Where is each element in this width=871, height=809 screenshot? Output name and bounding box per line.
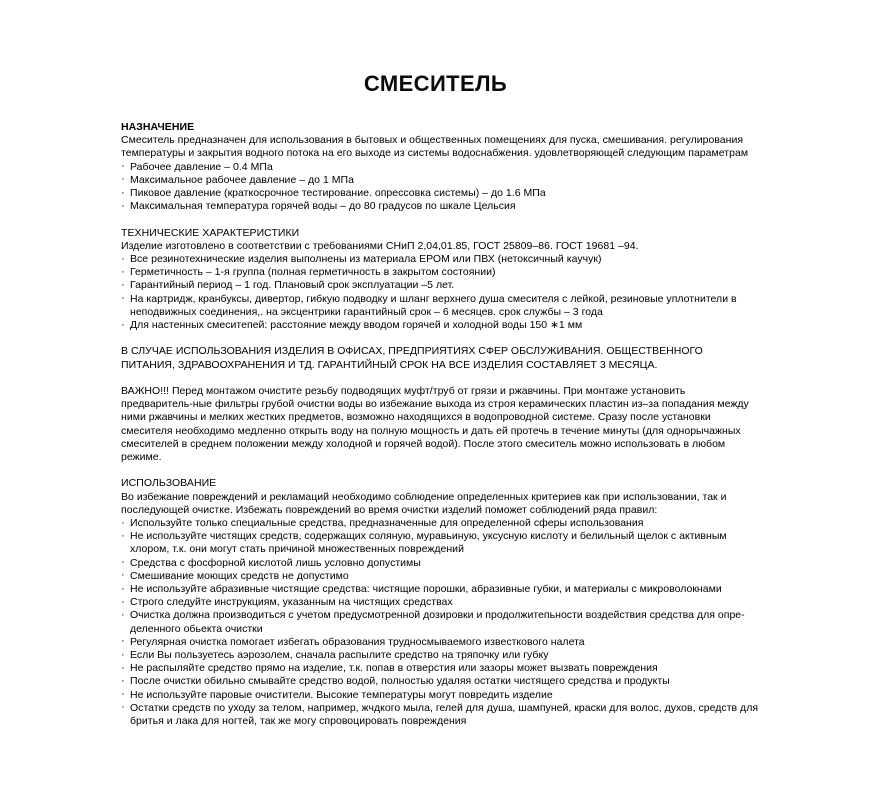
usage-intro-text: Во избежание повреждений и рекламаций необходимо соблюдение определенных критериев как при использовании, так и последующей очистке. Избежать повреждений во время очистки изделий поможет соблюдений ряда правил:: [121, 490, 727, 516]
section-heading-purpose: НАЗНАЧЕНИЕ: [121, 121, 195, 133]
spacer: [121, 332, 759, 345]
section-usage: [121, 477, 759, 728]
list-item: · Максимальное рабочее давление – до 1 МПа: [121, 174, 759, 187]
list-item: · После очистки обильно смывайте средство водой, полностью удаляя остатки чистящего средства и продукты: [121, 675, 759, 688]
document-body: [121, 121, 759, 728]
list-item: · Не используйте абразивные чистящие средства: чистящие порошки, абразивные губки, и материалы с микроволокнами: [121, 583, 759, 596]
important-notice-text: ВАЖНО!!! Перед монтажом очистите резьбу подводящих муфт/труб от грязи и ржавчины. При монтаже установить предваритель-ные фильтры грубой очистки воды во избежание выхода из строя керамических пластин из–за попадания между ними ржавчины и мелких жестких предметов, возможно находящихся в водопроводной системе. Сразу после установки смесителя необходимо медленно открыть воду на полную мощность и дать ей протечь в течение минуты (для однорычажных смесителей в среднем положении между холодной и горячей водой). После этого смеситель можно использовать в любом режиме.: [121, 385, 749, 464]
list-item: · Все резинотехнические изделия выполнены из материала ЕРОМ или ПВХ (нетоксичный каучук): [121, 253, 759, 266]
section-warranty-notice: [121, 345, 759, 371]
section-purpose: [121, 121, 759, 213]
list-item: · Очистка должна производиться с учетом предусмотренной дозировки и продолжитепьности воздействия средства для опре-деленного обьекта очистки: [121, 609, 759, 635]
list-item: · Герметичность – 1-я группа (полная герметичность в закрытом состоянии): [121, 266, 759, 279]
usage-bullet-list: [121, 517, 759, 728]
list-item: · Не используйте паровые очистители. Высокие температуры могут повредить изделие: [121, 689, 759, 702]
list-item: · Пиковое давление (краткосрочное тестирование. опрессовка системы) – до 1.6 МПа: [121, 187, 759, 200]
section-heading-specs: ТЕХНИЧЕСКИЕ ХАРАКТЕРИСТИКИ: [121, 226, 300, 239]
purpose-bullet-list: [121, 161, 759, 214]
spacer: [121, 372, 759, 385]
list-item: · Рабочее давление – 0.4 МПа: [121, 161, 759, 174]
specs-bullet-list: [121, 253, 759, 332]
section-heading-usage: ИСПОЛЬЗОВАНИЕ: [121, 477, 217, 490]
list-item: · Средства с фосфорной кислотой лишь условно допустимы: [121, 557, 759, 570]
list-item: · Строго следуйте инструкциям, указанным на чистящих средствах: [121, 596, 759, 609]
list-item: · Не распыляйте средство прямо на изделие, т.к. попав в отверстия или зазоры может вызвать повреждения: [121, 662, 759, 675]
list-item: · Остатки средств по уходу за телом, например, жчдкого мыла, гелей для душа, шампуней, краски для волос, духов, средств для бритья и лака для ногтей, так же могу спровоцировать повреждения: [121, 702, 759, 728]
list-item: · На картридж, кранбуксы, дивертор, гибкую подводку и шланг верхнего душа смесителя с лейкой, резиновые уплотнители в неподвижных соединения,. на эксцентрики гарантийный срок – 6 месяцев. срок службы – 3 года: [121, 293, 759, 319]
purpose-intro-text: Смеситель предназначен для использования в бытовых и общественных помещениях для пуска, смешивания. регулирования температуры и закрытия водного потока на его выходе из системы водоснабжения. удовлетворяющей следующим параметрам: [121, 134, 749, 160]
list-item: · Максимальная температура горячей воды – до 80 градусов по шкале Цельсия: [121, 200, 759, 213]
specs-intro-text: Изделие изготовлено в соответствии с требованиями СНиП 2,04,01.85, ГОСТ 25809–86. ГОСТ 19681 –94.: [121, 239, 639, 252]
list-item: · Смешивание моющих средств не допустимо: [121, 570, 759, 583]
list-item: · Не используйте чистящих средств, содержащих соляную, муравьиную, уксусную кислоту и белильный щелок с активным хлором, т.к. они могут стать причиной множественных повреждений: [121, 530, 759, 556]
section-important: [121, 385, 759, 464]
list-item: · Для настенных смеситепей: расстояние между вводом горячей и холодной воды 150 ∗1 мм: [121, 319, 759, 332]
list-item: · Гарантийный период – 1 год. Плановый срок эксплуатации –5 лет.: [121, 279, 759, 292]
spacer: [121, 213, 759, 226]
spacer: [121, 464, 759, 477]
section-specs: [121, 227, 759, 333]
list-item: · Регулярная очистка помогает избегать образования трудносмываемого известкового налета: [121, 636, 759, 649]
warranty-notice-text: В СЛУЧАЕ ИСПОЛЬЗОВАНИЯ ИЗДЕЛИЯ В ОФИСАХ, ПРЕДПРИЯТИЯХ СФЕР ОБСЛУЖИВАНИЯ. ОБЩЕСТВЕННОГО ПИТАНИЯ, ЗДРАВООХРАНЕНИЯ И ТД. ГАРАНТИЙНЫЙ СРОК НА ВСЕ ИЗДЕЛИЯ СОСТАВЛЯЕТ 3 МЕСЯЦА.: [121, 345, 703, 371]
list-item: · Используйте только специальные средства, предназначенные для определенной сферы использования: [121, 517, 759, 530]
page-title: СМЕСИТЕЛЬ: [363, 71, 508, 96]
list-item: · Если Вы пользуетесь аэрозолем, сначала распылите средство на тряпочку или губку: [121, 649, 759, 662]
